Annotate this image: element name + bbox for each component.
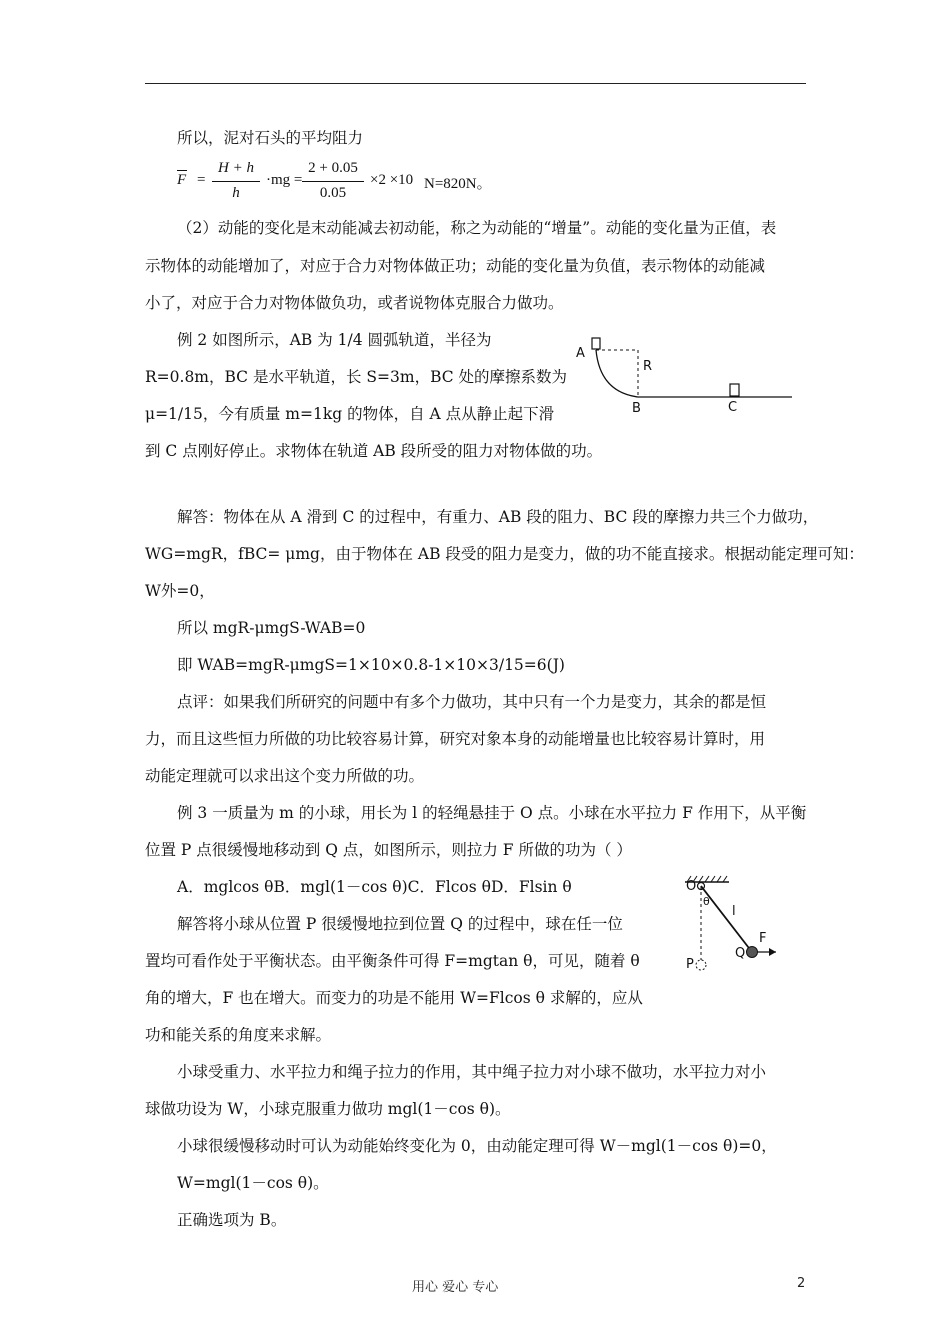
footer-text: 用心 爱心 专心 (412, 1280, 499, 1295)
text-line: 小了，对应于合力对物体做负功，或者说物体克服合力做功。 (145, 294, 564, 312)
text-line: 解答将小球从位置 P 很缓慢地拉到位置 Q 的过程中，球在任一位 (177, 915, 623, 933)
formula-result: N=820N。 (424, 176, 492, 192)
text-line: R=0.8m，BC 是水平轨道，长 S=3m，BC 处的摩擦系数为 (145, 368, 568, 386)
block-c (730, 384, 739, 396)
label-c: C (728, 400, 738, 415)
text-line: W=mgl(1－cos θ)。 (177, 1174, 329, 1192)
label-q: Q (735, 946, 746, 961)
text-line: 到 C 点刚好停止。求物体在轨道 AB 段所受的阻力对物体做的功。 (145, 442, 603, 460)
text-line: 所以 mgR-μmgS-WAB=0 (177, 619, 366, 637)
block-a (592, 338, 600, 349)
ball-q (747, 947, 758, 958)
pendulum-figure (675, 870, 785, 980)
header-rule (145, 83, 806, 84)
text-line: 力，而且这些恒力所做的功比较容易计算，研究对象本身的动能增量也比较容易计算时，用 (145, 730, 766, 748)
text-line: 角的增大，F 也在增大。而变力的功是不能用 W=Flcos θ 求解的，应从 (145, 989, 643, 1007)
label-a: A (576, 346, 585, 361)
label-theta: θ (703, 895, 710, 908)
text-line: 球做功设为 W，小球克服重力做功 mgl(1－cos θ)。 (145, 1100, 511, 1118)
text-line: 正确选项为 B。 (177, 1211, 287, 1229)
ball-p (696, 960, 706, 970)
fraction-bar (212, 181, 260, 182)
text-line: 置均可看作处于平衡状态。由平衡条件可得 F=mgtan θ，可见，随着 θ (145, 952, 640, 970)
text-line: 点评：如果我们所研究的问题中有多个力做功，其中只有一个力是变力，其余的都是恒 (177, 693, 767, 711)
text-line: 功和能关系的角度来求解。 (145, 1026, 332, 1044)
text-line: 小球受重力、水平拉力和绳子拉力的作用，其中绳子拉力对小球不做功，水平拉力对小 (177, 1063, 767, 1081)
fraction-bar (302, 181, 364, 182)
text-line: （2）动能的变化是末动能减去初动能，称之为动能的“增量”。动能的变化量为正值，表 (177, 219, 777, 237)
formula-den2: 0.05 (319, 185, 347, 201)
text-line: WG=mgR，fBC= μmg，由于物体在 AB 段受的阻力是变力，做的功不能直接求。根据动能定理可知： (145, 545, 864, 563)
text-line: A．mglcos θB．mgl(1－cos θ)C．Flcos θD．Flsin θ (177, 878, 572, 896)
formula-lhs: F (177, 172, 187, 188)
arrow-head (769, 948, 776, 956)
text-line: 动能定理就可以求出这个变力所做的功。 (145, 767, 425, 785)
text-line: 位置 P 点很缓慢地移动到 Q 点，如图所示，则拉力 F 所做的功为（ ） (145, 841, 632, 859)
text-line: 小球很缓慢移动时可认为动能始终变化为 0，由动能定理可得 W－mgl(1－cos θ)=0， (177, 1137, 777, 1155)
formula-den1: h (232, 185, 240, 201)
text-line: 解答：物体在从 A 滑到 C 的过程中，有重力、AB 段的阻力、BC 段的摩擦力共三个力做功， (177, 508, 819, 526)
formula-eq: = (197, 172, 206, 188)
text-line: μ=1/15，今有质量 m=1kg 的物体，自 A 点从静止起下滑 (145, 405, 555, 423)
overbar (177, 170, 187, 171)
label-o: O (686, 879, 697, 894)
quarter-arc (596, 350, 638, 397)
label-l: l (732, 904, 736, 919)
text-line: 即 WAB=mgR-μmgS=1×10×0.8-1×10×3/15=6(J) (177, 656, 565, 674)
label-b: B (632, 401, 641, 416)
formula-num2: 2 + 0.05 (308, 160, 358, 176)
formula-tail: ×2 ×10 (370, 172, 414, 188)
formula-mid: ·mg = (266, 172, 303, 188)
formula-num1: H + h (218, 160, 254, 176)
text-line: W外=0， (145, 582, 215, 600)
text-line: 示物体的动能增加了，对应于合力对物体做正功；动能的变化量为负值，表示物体的动能减 (145, 257, 766, 275)
page-number: 2 (797, 1276, 806, 1291)
label-p: P (686, 957, 694, 972)
text-line: 所以，泥对石头的平均阻力 (177, 129, 364, 147)
arc-track-figure (570, 330, 800, 420)
label-r: R (643, 359, 653, 374)
text-line: 例 3 一质量为 m 的小球，用长为 l 的轻绳悬挂于 O 点。小球在水平拉力 F 作用下，从平衡 (177, 804, 807, 822)
label-f: F (759, 931, 767, 946)
text-line: 例 2 如图所示，AB 为 1/4 圆弧轨道，半径为 (177, 331, 492, 349)
